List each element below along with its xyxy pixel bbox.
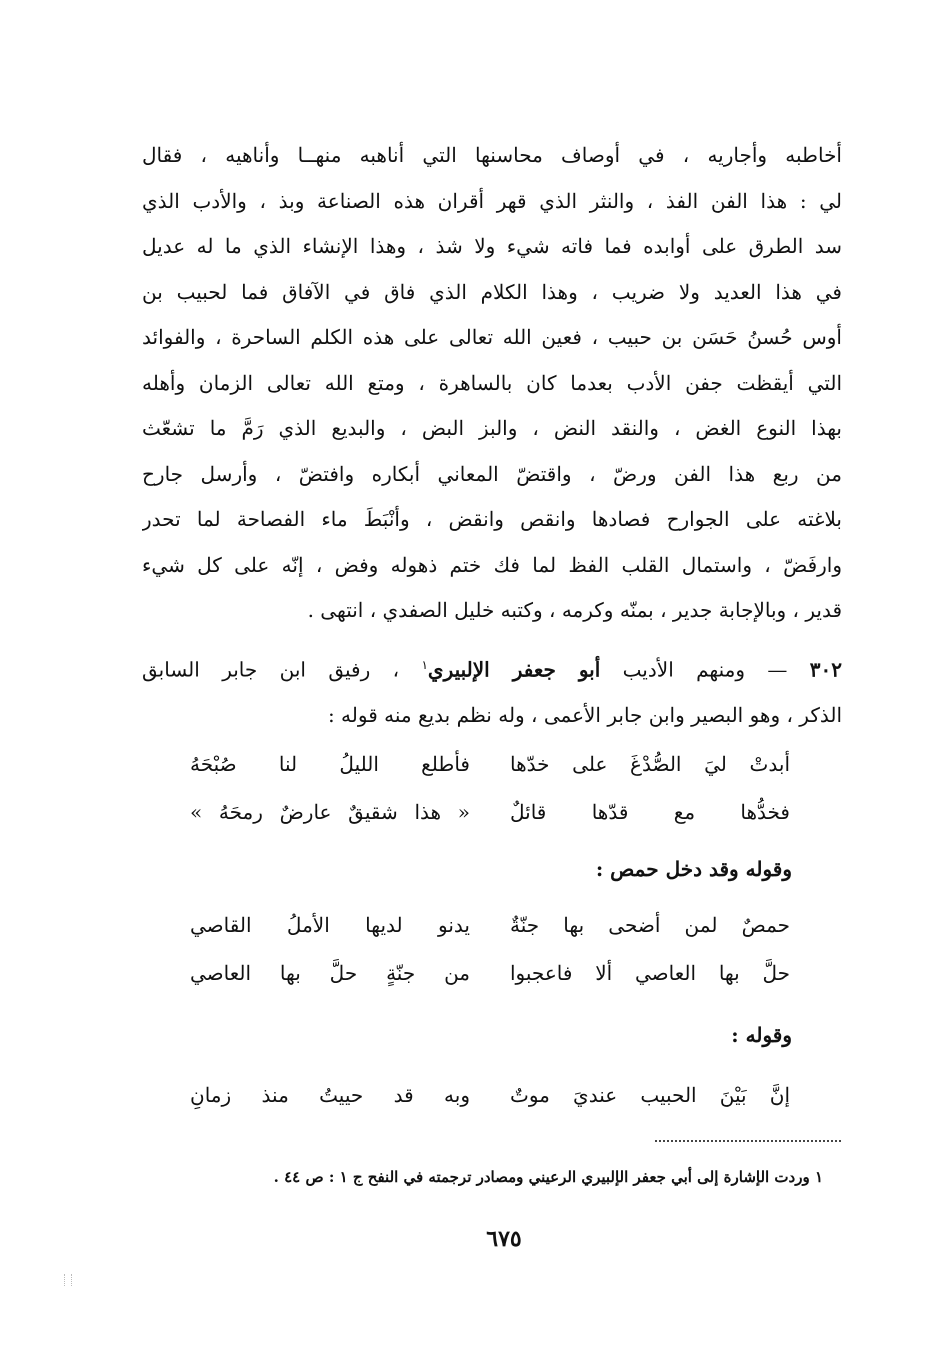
entry-dash: —: [767, 657, 788, 682]
text-line: من ربع هذا الفن ورضّ ، واقتضّ المعاني أبكاره وافتضّ ، وأرسل جارح: [142, 461, 842, 486]
entry-intro: ومنهم الأديب: [622, 657, 746, 682]
footnote-divider: [655, 1140, 841, 1142]
hemistich-second: من جنّةٍ حلَّ بها العاصي: [190, 961, 470, 985]
entry-number: ٣٠٢: [809, 657, 842, 682]
hemistich-first: فخدُّها مع قدّها قائلٌ: [510, 800, 790, 824]
hemistich-second: يدنو لديها الأملُ القاصي: [190, 913, 470, 937]
footnote-mark: ١: [421, 658, 428, 672]
text-line: التي أيقظت جفن الأدب بعدما كان بالساهرة ، ومتع الله تعالى الزمان وأهله: [142, 370, 842, 395]
text-line: وارفَضّ ، واستمال القلب الفظ لما فك ختم ذهوله وفض ، إنّه على كل شيء: [142, 552, 842, 577]
entry-name: أبو جعفر الإلبيري: [427, 657, 601, 682]
entry-line-rest: ، رفيق ابن جابر السابق: [142, 657, 400, 682]
footnote: ١ وردت الإشارة إلى أبي جعفر الإلبيري الرعيني ومصادر ترجمته في النفح ج ١ : ص ٤٤ .: [273, 1168, 823, 1186]
text-line: بهذا النوع الغض ، والنقد النض ، والبز البض ، والبديع الذي رَمَّ ما تشعّث: [142, 416, 842, 440]
verse-line: [190, 752, 790, 776]
hemistich-first: أبدتْ ليَ الصُّدْغَ على خدّها: [510, 752, 790, 776]
verse-line: [190, 913, 790, 937]
hemistich-second: وبه قد حييتُ منذ زمانِ: [190, 1083, 470, 1107]
verse-line: [190, 961, 790, 985]
text-line: أخاطبه وأجاريه ، في أوصاف محاسنها التي أناهبه منهــا وأناهيه ، فقال: [142, 143, 842, 167]
text-line: الذكر ، وهو البصير وابن جابر الأعمى ، وله نظم بديع منه قوله :: [327, 703, 842, 728]
entry-heading-line: [142, 643, 842, 693]
page-number: ٦٧٥: [486, 1226, 522, 1252]
hemistich-first: حمصٌ لمن أضحى بها جنّةٌ: [510, 913, 790, 937]
text-line: سد الطرق على أوابده فما فاته شيء ولا شذ ، وهذا الإنشاء الذي ما له عديل: [142, 234, 842, 258]
text-line: أوس حُسنُ حَسَن بن حبيب ، فعين الله تعالى على هذه الكلم الساحرة ، والفوائد: [142, 325, 842, 349]
hemistich-first: إنَّ بَيْنَ الحبيب عنديَ موتٌ: [510, 1083, 790, 1107]
poem-label-hims: وقوله وقد دخل حمص :: [595, 857, 792, 881]
verse-line: [190, 1083, 790, 1107]
hemistich-second: فأطلع الليلُ لنا صُبْحَهُ: [190, 752, 470, 776]
poem-label: وقوله :: [731, 1023, 792, 1047]
paragraph-letter: [142, 133, 842, 634]
hemistich-first: حلَّ بها العاصي ألا فاعجبوا: [510, 961, 790, 985]
verse-line: [190, 800, 790, 824]
entry-paragraph: [142, 643, 842, 739]
text-line: لي : هذا الفن الفذ ، والنثر الذي قهر أقران هذه الصناعة وبذ ، والأدب الذي: [142, 188, 842, 213]
text-line: بلاغته على الجوارح فصادها وانقص وانقض ، وأنْبَطَ ماء الفصاحة لما تحدر: [142, 507, 842, 531]
text-line: في هذا العديد ولا ضريب ، وهذا الكلام الذي فاق في الآفاق فما لحبيب بن: [142, 279, 842, 304]
text-line: قدير ، وبالإجابة جدير ، بمنّه وكرمه ، وكتبه خليل الصفدي ، انتهى .: [307, 598, 842, 622]
scan-speck: [64, 1274, 72, 1286]
hemistich-second: « هذا شقيقٌ عارضٌ رمحَهُ »: [190, 800, 470, 824]
